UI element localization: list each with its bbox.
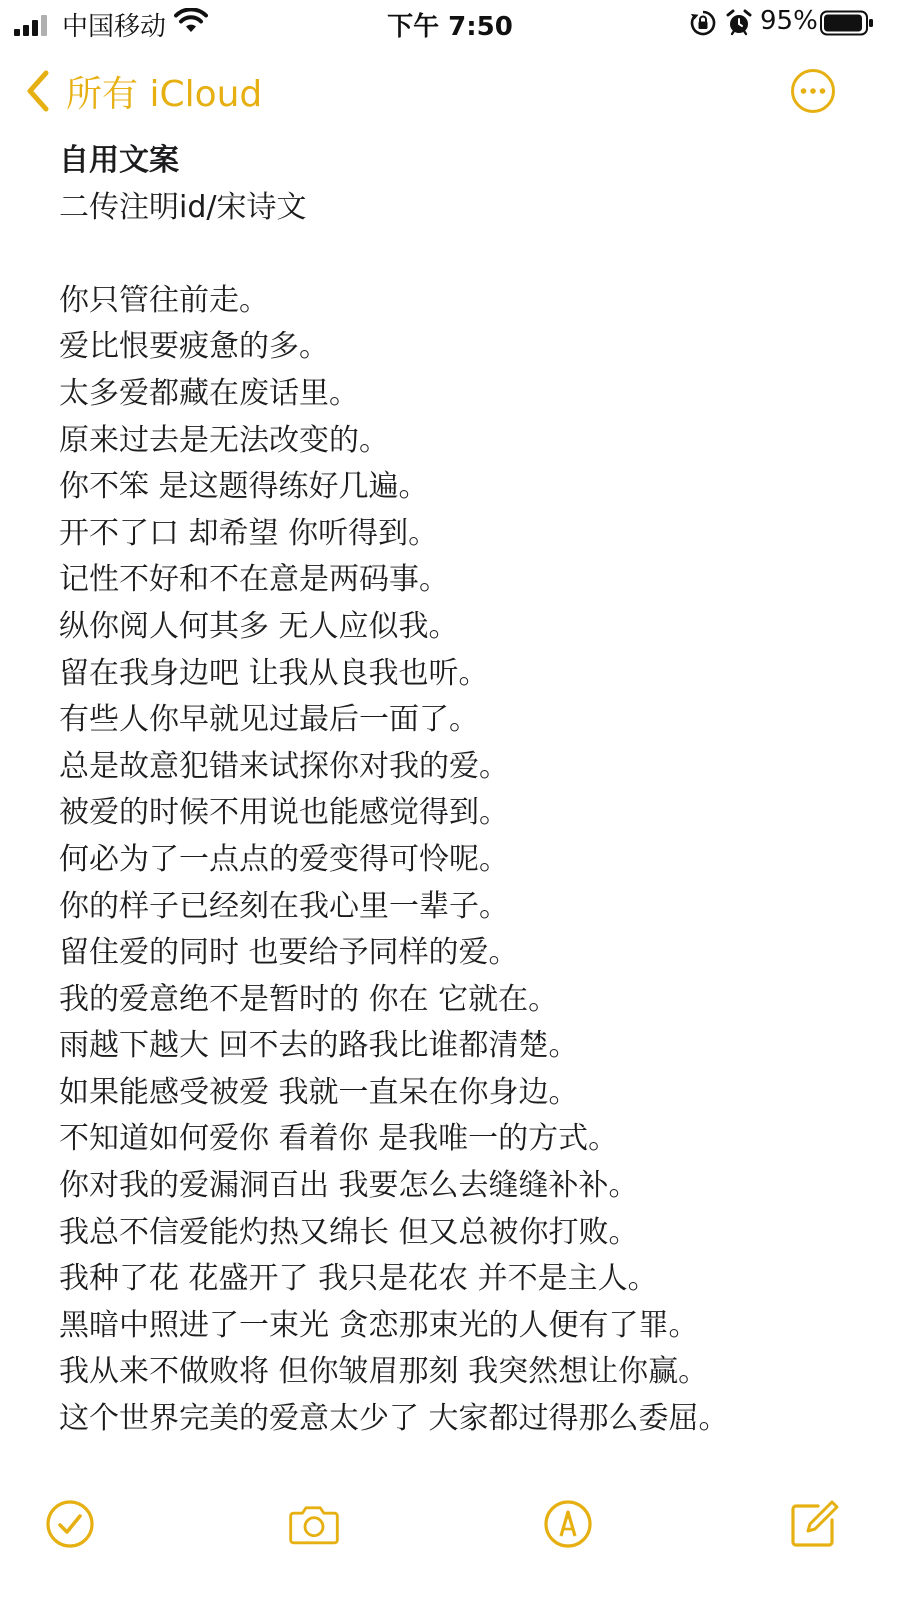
status-time: 下午 7:50 (387, 12, 513, 42)
checklist-button[interactable] (44, 1498, 96, 1550)
note-line: 我的爱意绝不是暂时的 你在 它就在。 (59, 981, 559, 1017)
checklist-icon (44, 1498, 96, 1550)
note-line: 被爱的时候不用说也能感觉得到。 (59, 795, 509, 831)
compose-button[interactable] (788, 1498, 840, 1550)
note-line: 有些人你早就见过最后一面了。 (59, 702, 479, 738)
chevron-left-icon (24, 69, 52, 113)
rotation-lock-icon (690, 10, 716, 36)
note-line: 雨越下越大 回不去的路我比谁都清楚。 (59, 1028, 579, 1064)
note-line: 我种了花 花盛开了 我只是花农 并不是主人。 (59, 1261, 658, 1297)
bottom-toolbar (0, 1490, 900, 1560)
note-line: 这个世界完美的爱意太少了 大家都过得那么委屈。 (59, 1401, 729, 1437)
note-lines (59, 185, 879, 1443)
note-line: 太多爱都藏在废话里。 (59, 375, 359, 411)
note-line: 原来过去是无法改变的。 (59, 422, 389, 458)
note-line: 你对我的爱漏洞百出 我要怎么去缝缝补补。 (59, 1168, 639, 1204)
note-line: 我从来不做败将 但你皱眉那刻 我突然想让你赢。 (59, 1354, 709, 1390)
camera-button[interactable] (288, 1498, 340, 1550)
note-line: 爱比恨要疲惫的多。 (59, 329, 329, 365)
note-line: 记性不好和不在意是两码事。 (59, 562, 449, 598)
note-line: 留住爱的同时 也要给予同样的爱。 (59, 935, 519, 971)
note-line: 开不了口 却希望 你听得到。 (59, 515, 439, 551)
camera-icon (288, 1498, 340, 1550)
note-line: 总是故意犯错来试探你对我的爱。 (59, 748, 509, 784)
note-line: 留在我身边吧 让我从良我也听。 (59, 655, 489, 691)
battery-percentage: 95% (760, 6, 818, 36)
markup-icon (542, 1498, 594, 1550)
battery-icon (820, 10, 874, 36)
back-button-label: 所有 iCloud (66, 73, 263, 115)
note-line: 我总不信爱能灼热又绵长 但又总被你打败。 (59, 1214, 639, 1250)
note-body[interactable] (59, 138, 879, 1443)
markup-button[interactable] (542, 1498, 594, 1550)
navigation-bar (0, 60, 900, 120)
alarm-icon (726, 9, 752, 37)
note-line: 不知道如何爱你 看着你 是我唯一的方式。 (59, 1121, 619, 1157)
note-line: 你只管往前走。 (59, 282, 269, 318)
note-line: 如果能感受被爱 我就一直呆在你身边。 (59, 1074, 579, 1110)
status-bar (0, 0, 900, 46)
note-line: 何必为了一点点的爱变得可怜呢。 (59, 841, 509, 877)
note-line: 你不笨 是这题得练好几遍。 (59, 469, 429, 505)
note-line: 纵你阅人何其多 无人应似我。 (59, 608, 459, 644)
ellipsis-circle-icon[interactable] (790, 68, 836, 114)
note-line (59, 231, 879, 278)
back-button[interactable] (24, 66, 262, 116)
note-line: 黑暗中照进了一束光 贪恋那束光的人便有了罪。 (59, 1307, 699, 1343)
note-line: 你的样子已经刻在我心里一辈子。 (59, 888, 509, 924)
compose-icon (788, 1498, 840, 1550)
note-title: 自用文案 (59, 143, 179, 178)
note-line: 二传注明id/宋诗文 (59, 189, 307, 225)
carrier-name: 中国移动 (62, 12, 167, 42)
